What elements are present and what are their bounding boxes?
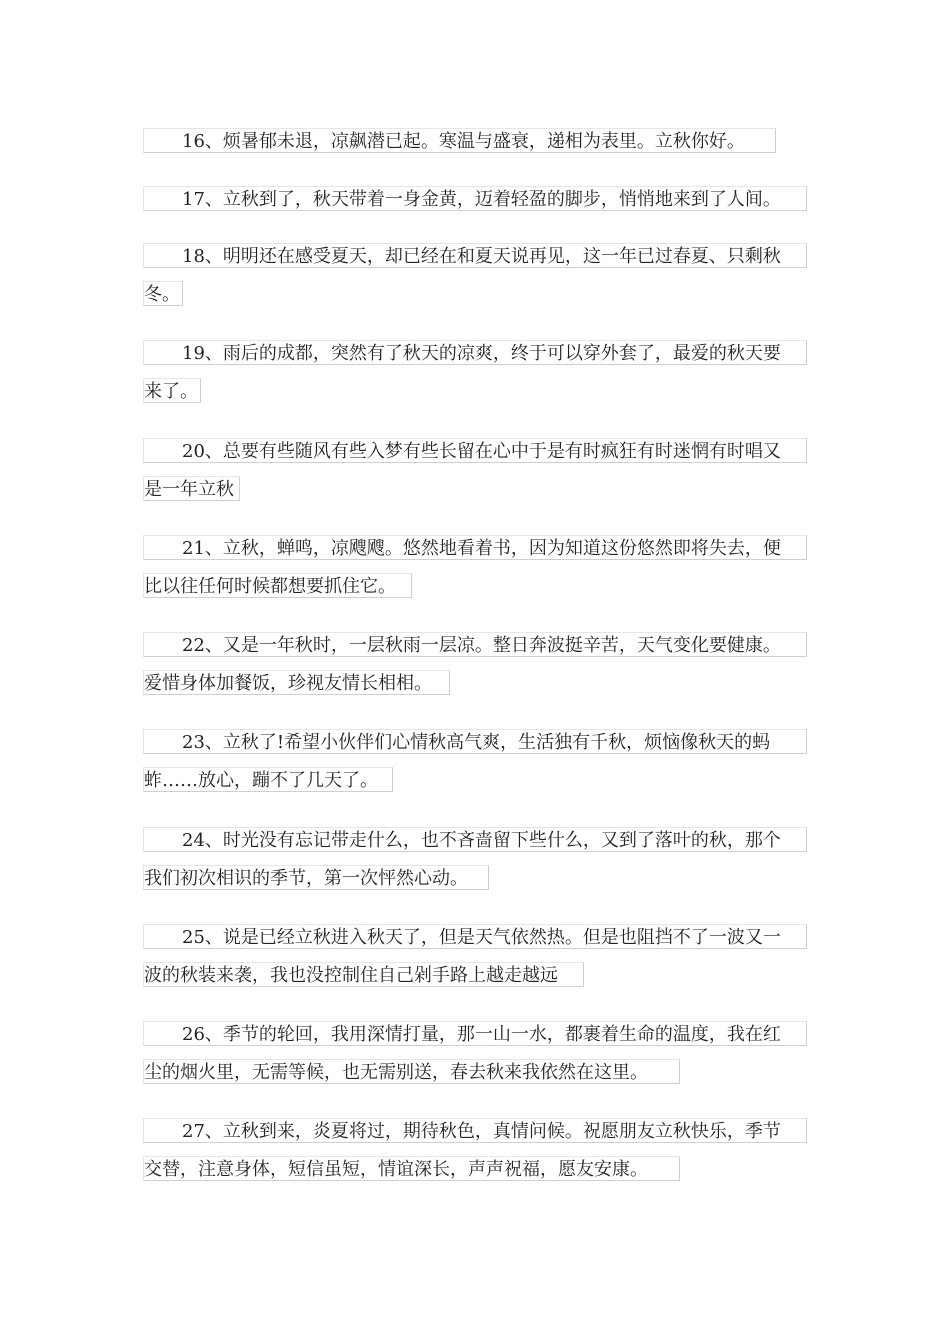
paragraph-line: 交替，注意身体，短信虽短，情谊深长，声声祝福，愿友安康。 bbox=[143, 1156, 680, 1181]
paragraph-line: 尘的烟火里，无需等候，也无需别送，春去秋来我依然在这里。 bbox=[143, 1059, 680, 1084]
paragraph-line: 17、立秋到了，秋天带着一身金黄，迈着轻盈的脚步，悄悄地来到了人间。 bbox=[143, 186, 807, 211]
paragraph-line: 冬。 bbox=[143, 281, 183, 306]
paragraph-line: 16、烦暑郁未退，凉飙潜已起。寒温与盛衰，递相为表里。立秋你好。 bbox=[143, 128, 776, 153]
paragraph-21 bbox=[143, 535, 807, 598]
paragraph-line: 是一年立秋 bbox=[143, 476, 240, 501]
paragraph-line: 19、雨后的成都，突然有了秋天的凉爽，终于可以穿外套了，最爱的秋天要 bbox=[143, 340, 807, 365]
paragraph-line: 27、立秋到来，炎夏将过，期待秋色，真情问候。祝愿朋友立秋快乐，季节 bbox=[143, 1118, 807, 1143]
paragraph-line: 25、说是已经立秋进入秋天了，但是天气依然热。但是也阻挡不了一波又一 bbox=[143, 924, 807, 949]
paragraph-23 bbox=[143, 729, 807, 792]
paragraph-line: 蚱……放心，蹦不了几天了。 bbox=[143, 767, 393, 792]
paragraph-line: 比以往任何时候都想要抓住它。 bbox=[143, 573, 412, 598]
paragraph-19 bbox=[143, 340, 807, 403]
paragraph-25 bbox=[143, 924, 807, 987]
paragraph-27 bbox=[143, 1118, 807, 1181]
paragraph-16 bbox=[143, 128, 807, 153]
paragraph-line: 22、又是一年秋时，一层秋雨一层凉。整日奔波挺辛苦，天气变化要健康。 bbox=[143, 632, 807, 657]
paragraph-26 bbox=[143, 1021, 807, 1084]
paragraph-line: 23、立秋了!希望小伙伴们心情秋高气爽，生活独有千秋，烦恼像秋天的蚂 bbox=[143, 729, 807, 754]
paragraph-22 bbox=[143, 632, 807, 695]
paragraph-line: 24、时光没有忘记带走什么，也不吝啬留下些什么，又到了落叶的秋，那个 bbox=[143, 827, 807, 852]
paragraph-line: 来了。 bbox=[143, 378, 201, 403]
paragraph-line: 我们初次相识的季节，第一次怦然心动。 bbox=[143, 865, 489, 890]
paragraph-18 bbox=[143, 243, 807, 306]
paragraph-17 bbox=[143, 186, 807, 211]
paragraph-line: 18、明明还在感受夏天，却已经在和夏天说再见，这一年已过春夏、只剩秋 bbox=[143, 243, 807, 268]
paragraph-24 bbox=[143, 827, 807, 890]
paragraph-line: 爱惜身体加餐饭，珍视友情长相相。 bbox=[143, 670, 450, 695]
paragraph-line: 20、总要有些随风有些入梦有些长留在心中于是有时疯狂有时迷惘有时唱又 bbox=[143, 438, 807, 463]
paragraph-line: 波的秋装来袭，我也没控制住自己剁手路上越走越远 bbox=[143, 962, 584, 987]
paragraph-line: 26、季节的轮回，我用深情打量，那一山一水，都裹着生命的温度，我在红 bbox=[143, 1021, 807, 1046]
paragraph-20 bbox=[143, 438, 807, 501]
paragraph-line: 21、立秋，蝉鸣，凉飕飕。悠然地看着书，因为知道这份悠然即将失去，便 bbox=[143, 535, 807, 560]
